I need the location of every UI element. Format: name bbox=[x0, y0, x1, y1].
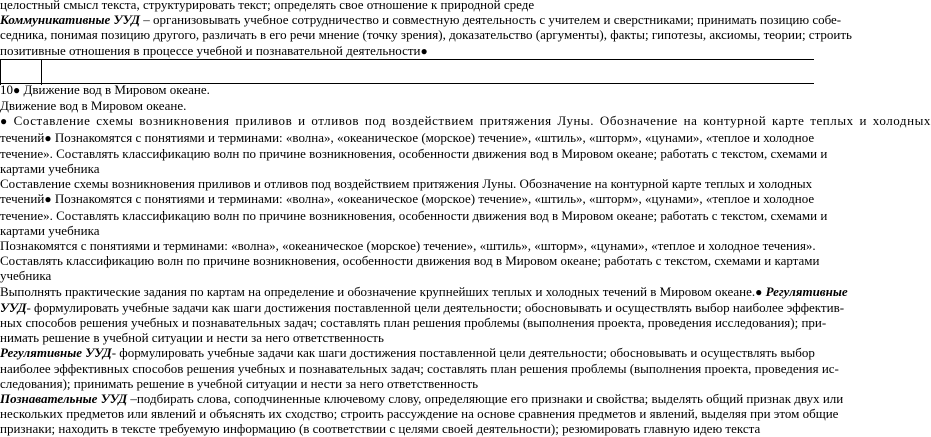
text-line: следования); принимать решение в учебной ситуации и нести за него ответственность bbox=[0, 375, 479, 391]
text-line: седника, понимая позицию другого, различать в его речи мнение (точку зрения), доказательство (аргументы), факты; гипотезы, аксиомы, теории; строить bbox=[0, 27, 852, 43]
text-line: Познавательные УУД –подбирать слова, соподчиненные ключевому слову, определяющие его признаки и свойства; выделять общий признак двух или bbox=[0, 391, 844, 407]
section-heading: 10● Движение вод в Мировом океане. bbox=[0, 82, 210, 97]
bullet-icon: ● bbox=[13, 83, 21, 97]
text-line: позитивные отношения в процессе учебной и познавательной деятельности● bbox=[0, 42, 428, 58]
section-label: Регулятивные УУД bbox=[0, 345, 112, 361]
text-line: Познакомятся с понятиями и терминами: «волна», «океаническое (морское) течение», «штиль», «шторм», «цунами», «теплое и холодное течения». bbox=[0, 238, 816, 254]
lesson-content bbox=[0, 82, 931, 437]
table-border bbox=[0, 59, 814, 60]
bullet-icon: ● bbox=[0, 114, 8, 129]
text-line: целостный смысл текста, структурировать текст; определять свое отношение к природной среде bbox=[0, 0, 535, 12]
text-line: течение». Составлять классификацию волн по причине возникновения, особенности движения вод в Мировом океане; работать с текстом, схемами и bbox=[0, 207, 828, 223]
text-line: ных способов решения учебных и познавательных задач; составлять план решения проблемы (выполнения проекта, проведения исследования); при- bbox=[0, 315, 827, 331]
bullet-icon: ● bbox=[420, 43, 428, 58]
text-line: УУД- формулировать учебные задачи как шаги достижения поставленной цели деятельности; обосновывать и осуществлять выбор наиболее эффектив- bbox=[0, 299, 845, 315]
text-line: течений● Познакомятся с понятиями и терминами: «волна», «океаническое (морское) течение», «штиль», «шторм», «цунами», «теплое и холодное bbox=[0, 129, 815, 145]
section-label: Познавательные УУД bbox=[0, 391, 128, 407]
text-line: течений● Познакомятся с понятиями и терминами: «волна», «океаническое (морское) течение», «штиль», «шторм», «цунами», «теплое и холодное bbox=[0, 191, 815, 207]
text-line: картами учебника bbox=[0, 222, 100, 238]
text-line: Выполнять практические задания по картам на определение и обозначение крупнейших теплых и холодных течений в Мировом океане.● Регулятивные bbox=[0, 283, 848, 299]
text-line: Составлять классификацию волн по причине возникновения, особенности движения вод в Мировом океане; работать с текстом, схемами и картами bbox=[0, 253, 820, 269]
section-label: Регулятивные bbox=[765, 283, 848, 299]
text-line: Регулятивные УУД- формулировать учебные задачи как шаги достижения поставленной цели деятельности; обосновывать и осуществлять выбор bbox=[0, 345, 815, 361]
text-line: течение». Составлять классификацию волн по причине возникновения, особенности движения вод в Мировом океане; работать с текстом, схемами и bbox=[0, 145, 828, 161]
text-line: наиболее эффективных способов решения учебных и познавательных задач; составлять план решения проблемы (выполнения проекта, проведения ис- bbox=[0, 360, 839, 376]
text-line: Коммуникативные УУД – организовывать учебное сотрудничество и совместную деятельность с учителем и сверстниками; принимать позицию собе- bbox=[0, 12, 842, 28]
section-label: Коммуникативные УУД bbox=[0, 12, 140, 28]
text-line: учебника bbox=[0, 268, 52, 284]
top-text-block bbox=[0, 0, 852, 59]
bullet-icon: ● bbox=[44, 130, 52, 145]
text-line: признаки; находить в тексте требуемую информацию (в соответствии с целями своей деятельности); резюмировать главную идею текста bbox=[0, 421, 761, 437]
text-line: нескольких предметов или явлений и объяснять их сходство; строить рассуждение на основе сравнения предметов и явлений, выделяя при этом общие bbox=[0, 406, 839, 422]
text-line: нимать решение в учебной ситуации и нести за него ответственность bbox=[0, 330, 384, 346]
section-label: УУД bbox=[0, 299, 27, 315]
section-title: Движение вод в Мировом океане. bbox=[0, 98, 187, 114]
text-line: ● Составление схемы возникновения приливов и отливов под воздействием притяжения Луны. Обозначение на контурной карте теплых и холодных bbox=[0, 113, 931, 129]
bullet-icon: ● bbox=[755, 284, 763, 299]
text-line: картами учебника bbox=[0, 161, 100, 177]
text-line: Составление схемы возникновения приливов и отливов под воздействием притяжения Луны. Обозначение на контурной карте теплых и холодных bbox=[0, 176, 813, 192]
bullet-icon: ● bbox=[44, 192, 52, 207]
